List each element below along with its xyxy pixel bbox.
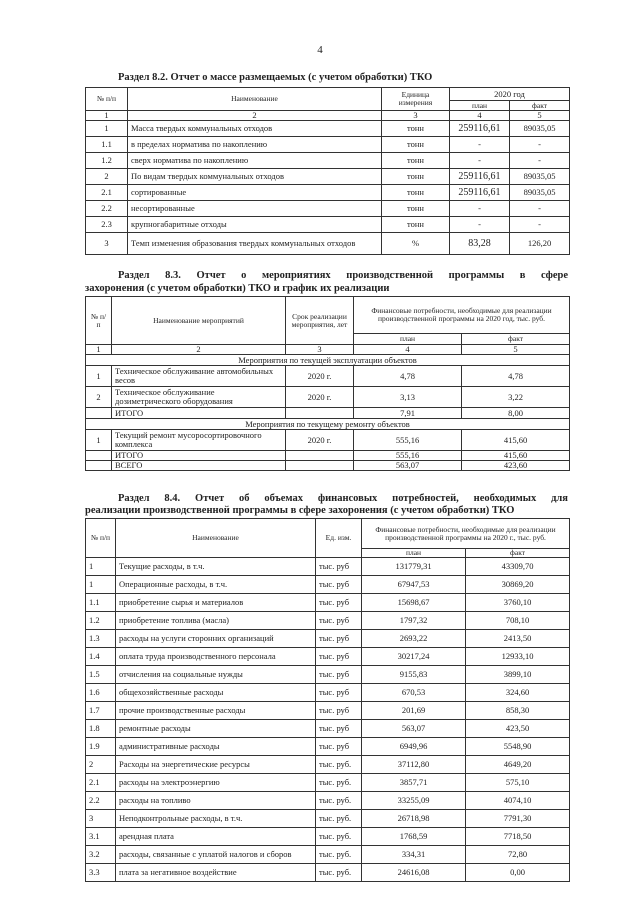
row-term: 2020 г.: [286, 387, 354, 408]
row-unit: тыс. руб.: [316, 756, 362, 774]
row-name: Техническое обслуживание автомобильных весов: [112, 366, 286, 387]
row-fact: 4,78: [462, 366, 570, 387]
section-8-3-title-line1: Раздел 8.3. Отчет о мероприятиях производственной программы в сфере: [118, 270, 568, 281]
row-num: 1.1: [86, 137, 128, 153]
header-fact: факт: [466, 549, 570, 558]
row-unit: тонн: [382, 121, 450, 137]
group-heading: Мероприятия по текущей эксплуатации объектов: [86, 355, 570, 366]
row-unit: тыс. руб.: [316, 792, 362, 810]
row-fact: 858,30: [466, 702, 570, 720]
row-name: Расходы на энергетические ресурсы: [116, 756, 316, 774]
row-plan: 259116,61: [450, 185, 510, 201]
row-name: Неподконтрольные расходы, в т.ч.: [116, 810, 316, 828]
row-fact: 3,22: [462, 387, 570, 408]
index-cell: 4: [354, 345, 462, 355]
row-plan: 1768,59: [362, 828, 466, 846]
row-num: 2.1: [86, 185, 128, 201]
header-name: Наименование: [128, 88, 382, 111]
row-fact: 2413,50: [466, 630, 570, 648]
total-row: [86, 408, 570, 419]
row-name: отчисления на социальные нужды: [116, 666, 316, 684]
row-name: приобретение сырья и материалов: [116, 594, 316, 612]
table-row: [86, 169, 570, 185]
table-row: [86, 666, 570, 684]
row-name: общехозяйственные расходы: [116, 684, 316, 702]
row-num: 2.3: [86, 217, 128, 233]
table-row: [86, 864, 570, 882]
section-8-4-title-line1: Раздел 8.4. Отчет об объемах финансовых потребностей, необходимых для: [118, 493, 568, 504]
row-fact: 89035,05: [510, 121, 570, 137]
row-name: ремонтные расходы: [116, 720, 316, 738]
row-fact: 30869,20: [466, 576, 570, 594]
table-row: [86, 612, 570, 630]
row-fact: 4649,20: [466, 756, 570, 774]
index-row: [86, 111, 570, 121]
index-cell: 1: [86, 111, 128, 121]
header-unit: Единица измерения: [382, 88, 450, 111]
row-name: расходы, связанные с уплатой налогов и сборов: [116, 846, 316, 864]
table-8-4: [85, 518, 570, 882]
row-name: крупногабаритные отходы: [128, 217, 382, 233]
row-unit: тыс. руб.: [316, 846, 362, 864]
row-name: плата за негативное воздействие: [116, 864, 316, 882]
row-unit: тонн: [382, 185, 450, 201]
table-row: [86, 153, 570, 169]
header-num: № п/п: [86, 519, 116, 558]
row-num: 1.2: [86, 612, 116, 630]
header-num: № п/п: [86, 88, 128, 111]
row-plan: 334,31: [362, 846, 466, 864]
header-name: Наименование мероприятий: [112, 297, 286, 345]
table-row: [86, 233, 570, 255]
index-cell: 3: [286, 345, 354, 355]
row-plan: -: [450, 217, 510, 233]
index-cell: 4: [450, 111, 510, 121]
table-row: [86, 121, 570, 137]
row-fact: 5548,90: [466, 738, 570, 756]
row-plan: 259116,61: [450, 169, 510, 185]
table-row: [86, 792, 570, 810]
row-fact: -: [510, 153, 570, 169]
total-label: ИТОГО: [112, 451, 286, 461]
row-name: Операционные расходы, в т.ч.: [116, 576, 316, 594]
row-plan: 555,16: [354, 430, 462, 451]
total-plan: 7,91: [354, 408, 462, 419]
row-num: 1.5: [86, 666, 116, 684]
row-plan: -: [450, 201, 510, 217]
row-fact: 7791,30: [466, 810, 570, 828]
row-fact: 415,60: [462, 430, 570, 451]
index-cell: 2: [128, 111, 382, 121]
row-unit: тыс. руб: [316, 666, 362, 684]
row-fact: 126,20: [510, 233, 570, 255]
row-plan: -: [450, 137, 510, 153]
table-row: [86, 774, 570, 792]
row-plan: 6949,96: [362, 738, 466, 756]
total-row: [86, 451, 570, 461]
row-num: 1.1: [86, 594, 116, 612]
row-num: 3: [86, 810, 116, 828]
table-row: [86, 366, 570, 387]
row-term: 2020 г.: [286, 366, 354, 387]
row-plan: 9155,83: [362, 666, 466, 684]
row-name: расходы на электроэнергию: [116, 774, 316, 792]
row-plan: 3857,71: [362, 774, 466, 792]
row-num: 2.1: [86, 774, 116, 792]
row-name: Текущие расходы, в т.ч.: [116, 558, 316, 576]
row-plan: 30217,24: [362, 648, 466, 666]
header-financing: Финансовые потребности, необходимые для реализации производственной программы на 2020 год, тыс. руб.: [354, 297, 570, 334]
row-term: 2020 г.: [286, 430, 354, 451]
header-year: 2020 год: [450, 88, 570, 101]
row-unit: тыс. руб.: [316, 810, 362, 828]
row-plan: 24616,08: [362, 864, 466, 882]
row-plan: 670,53: [362, 684, 466, 702]
row-num: 3.1: [86, 828, 116, 846]
row-fact: 0,00: [466, 864, 570, 882]
row-fact: 423,50: [466, 720, 570, 738]
row-fact: 3899,10: [466, 666, 570, 684]
table-row: [86, 201, 570, 217]
row-fact: 89035,05: [510, 169, 570, 185]
row-unit: тыс. руб: [316, 684, 362, 702]
row-name: оплата труда производственного персонала: [116, 648, 316, 666]
total-fact: 415,60: [462, 451, 570, 461]
row-unit: тыс. руб: [316, 702, 362, 720]
row-plan: 2693,22: [362, 630, 466, 648]
row-plan: 4,78: [354, 366, 462, 387]
row-unit: тонн: [382, 201, 450, 217]
row-fact: 72,80: [466, 846, 570, 864]
row-unit: %: [382, 233, 450, 255]
row-plan: -: [450, 153, 510, 169]
row-num: 1.4: [86, 648, 116, 666]
index-cell: 3: [382, 111, 450, 121]
total-label: ИТОГО: [112, 408, 286, 419]
row-num: 1.2: [86, 153, 128, 169]
row-plan: 131779,31: [362, 558, 466, 576]
row-num: 2: [86, 169, 128, 185]
table-row: [86, 648, 570, 666]
table-row: [86, 594, 570, 612]
section-8-4-title-line2: реализации производственной программы в сфере захоронения (с учетом обработки) ТКО: [85, 505, 515, 516]
row-num: 1: [86, 366, 112, 387]
row-name: расходы на топливо: [116, 792, 316, 810]
row-unit: тыс. руб.: [316, 828, 362, 846]
row-fact: 708,10: [466, 612, 570, 630]
row-unit: тыс. руб: [316, 594, 362, 612]
section-8-3-title-line2: захоронения (с учетом обработки) ТКО и график их реализации: [85, 283, 390, 294]
row-name: административные расходы: [116, 738, 316, 756]
row-name: расходы на услуги сторонних организаций: [116, 630, 316, 648]
row-fact: 4074,10: [466, 792, 570, 810]
row-unit: тыс. руб: [316, 558, 362, 576]
index-row: [86, 345, 570, 355]
table-8-3: [85, 296, 570, 471]
header-fact: факт: [510, 101, 570, 111]
row-num: 3.2: [86, 846, 116, 864]
total-fact: 8,00: [462, 408, 570, 419]
row-plan: 83,28: [450, 233, 510, 255]
table-row: [86, 810, 570, 828]
row-name: Техническое обслуживание дозиметрического оборудования: [112, 387, 286, 408]
row-name: Масса твердых коммунальных отходов: [128, 121, 382, 137]
row-num: 1.9: [86, 738, 116, 756]
row-unit: тыс. руб: [316, 720, 362, 738]
row-fact: 7718,50: [466, 828, 570, 846]
index-cell: 1: [86, 345, 112, 355]
grand-total-row: [86, 461, 570, 471]
table-row: [86, 430, 570, 451]
row-plan: 33255,09: [362, 792, 466, 810]
row-unit: тыс. руб: [316, 630, 362, 648]
row-num: 2.2: [86, 201, 128, 217]
table-row: [86, 185, 570, 201]
row-num: 1: [86, 430, 112, 451]
row-fact: 324,60: [466, 684, 570, 702]
row-unit: тонн: [382, 217, 450, 233]
header-financing: Финансовые потребности, необходимые для реализации производственной программы на 2020 г., тыс. руб.: [362, 519, 570, 549]
total-plan: 555,16: [354, 451, 462, 461]
header-term: Срок реализации мероприятия, лет: [286, 297, 354, 345]
table-row: [86, 756, 570, 774]
table-row: [86, 846, 570, 864]
row-num: 2: [86, 387, 112, 408]
row-unit: тонн: [382, 169, 450, 185]
row-fact: -: [510, 201, 570, 217]
table-row: [86, 387, 570, 408]
row-name: Темп изменения образования твердых коммунальных отходов: [128, 233, 382, 255]
header-fact: факт: [462, 334, 570, 345]
row-unit: тонн: [382, 153, 450, 169]
grand-total-fact: 423,60: [462, 461, 570, 471]
row-plan: 15698,67: [362, 594, 466, 612]
row-num: 2.2: [86, 792, 116, 810]
table-row: [86, 828, 570, 846]
row-fact: -: [510, 137, 570, 153]
group-heading: Мероприятия по текущему ремонту объектов: [86, 419, 570, 430]
row-name: прочие производственные расходы: [116, 702, 316, 720]
table-row: [86, 137, 570, 153]
table-row: [86, 720, 570, 738]
table-row: [86, 738, 570, 756]
row-num: 1: [86, 576, 116, 594]
row-fact: 12933,10: [466, 648, 570, 666]
row-plan: 1797,32: [362, 612, 466, 630]
row-name: сортированные: [128, 185, 382, 201]
row-fact: 3760,10: [466, 594, 570, 612]
row-name: сверх норматива по накоплению: [128, 153, 382, 169]
row-name: несортированные: [128, 201, 382, 217]
header-num: № п/п: [86, 297, 112, 345]
header-plan: план: [362, 549, 466, 558]
row-unit: тыс. руб.: [316, 864, 362, 882]
row-num: 1.7: [86, 702, 116, 720]
grand-total-label: ВСЕГО: [112, 461, 286, 471]
row-plan: 201,69: [362, 702, 466, 720]
table-row: [86, 702, 570, 720]
index-cell: 2: [112, 345, 286, 355]
row-unit: тонн: [382, 137, 450, 153]
table-row: [86, 217, 570, 233]
row-num: 1: [86, 558, 116, 576]
row-num: 3.3: [86, 864, 116, 882]
table-8-2: [85, 87, 570, 255]
row-num: 1.6: [86, 684, 116, 702]
index-cell: 5: [510, 111, 570, 121]
table-row: [86, 558, 570, 576]
row-unit: тыс. руб: [316, 648, 362, 666]
row-name: По видам твердых коммунальных отходов: [128, 169, 382, 185]
row-name: приобретение топлива (масла): [116, 612, 316, 630]
row-fact: -: [510, 217, 570, 233]
row-plan: 563,07: [362, 720, 466, 738]
row-fact: 575,10: [466, 774, 570, 792]
row-fact: 43309,70: [466, 558, 570, 576]
table-row: [86, 630, 570, 648]
row-plan: 259116,61: [450, 121, 510, 137]
row-plan: 26718,98: [362, 810, 466, 828]
row-fact: 89035,05: [510, 185, 570, 201]
row-name: Текущий ремонт мусоросортировочного комплекса: [112, 430, 286, 451]
row-num: 1.8: [86, 720, 116, 738]
row-plan: 3,13: [354, 387, 462, 408]
row-num: 1: [86, 121, 128, 137]
index-cell: 5: [462, 345, 570, 355]
row-num: 1.3: [86, 630, 116, 648]
row-name: арендная плата: [116, 828, 316, 846]
row-plan: 67947,53: [362, 576, 466, 594]
row-plan: 37112,80: [362, 756, 466, 774]
table-row: [86, 576, 570, 594]
section-8-2-title: Раздел 8.2. Отчет о массе размещаемых (с учетом обработки) ТКО: [118, 72, 433, 83]
row-unit: тыс. руб: [316, 576, 362, 594]
grand-total-plan: 563,07: [354, 461, 462, 471]
table-row: [86, 684, 570, 702]
row-unit: тыс. руб.: [316, 774, 362, 792]
row-unit: тыс. руб: [316, 738, 362, 756]
row-num: 2: [86, 756, 116, 774]
header-unit: Ед. изм.: [316, 519, 362, 558]
header-name: Наименование: [116, 519, 316, 558]
header-plan: план: [354, 334, 462, 345]
header-plan: план: [450, 101, 510, 111]
row-name: в пределах норматива по накоплению: [128, 137, 382, 153]
row-num: 3: [86, 233, 128, 255]
page-number: 4: [317, 44, 323, 56]
row-unit: тыс. руб: [316, 612, 362, 630]
